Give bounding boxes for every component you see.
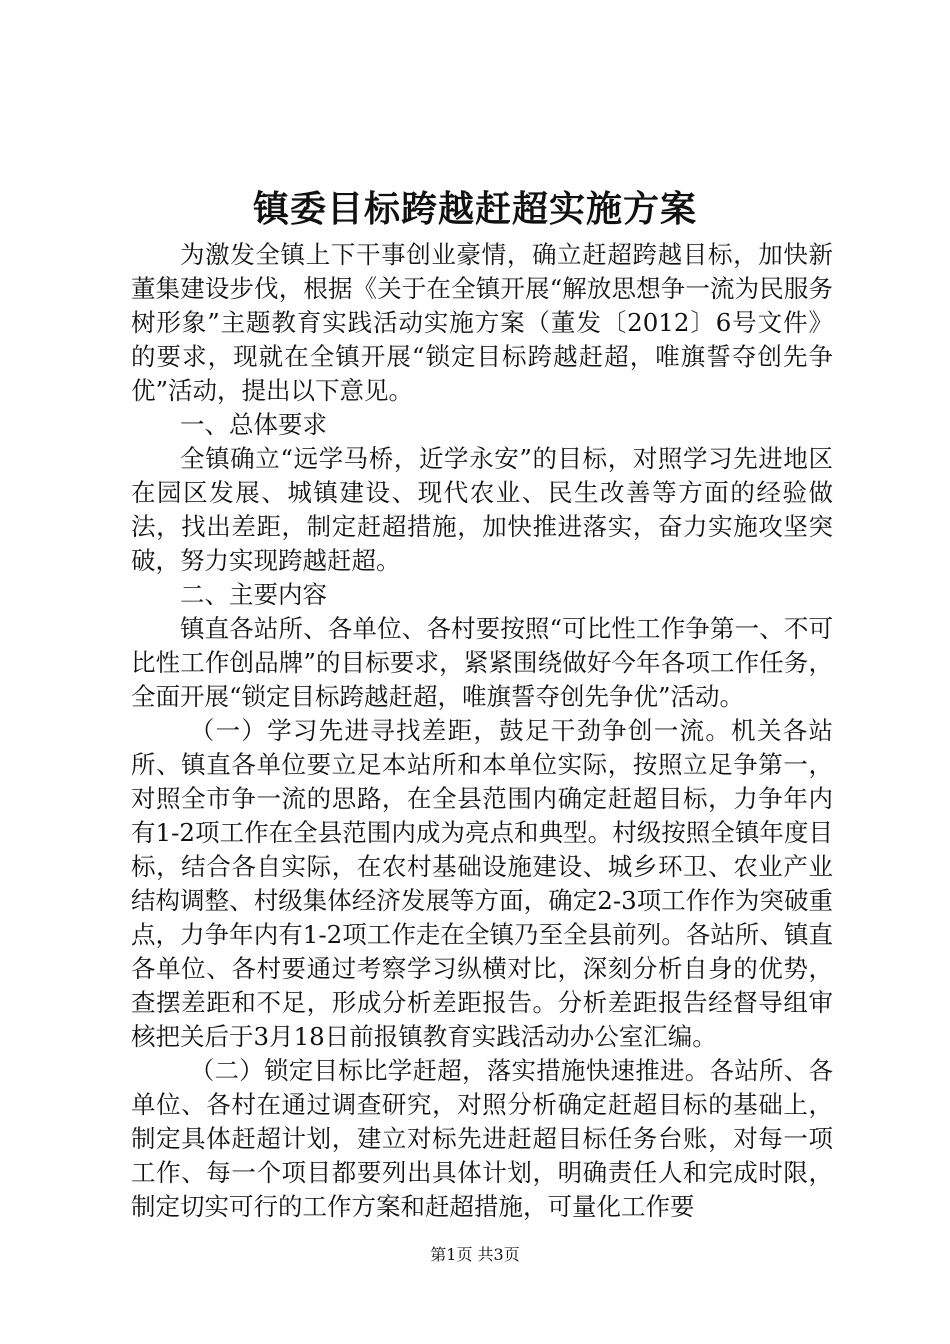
page-footer: 第1页 共3页	[430, 1245, 520, 1264]
document-title: 镇委目标跨越赶超实施方案	[252, 189, 697, 230]
subsection-one-paragraph: （一）学习先进寻找差距，鼓足干劲争创一流。机关各站所、镇直各单位要立足本站所和本单位实际，按照立足争第一，对照全市争一流的思路，在全县范围内确定赶超目标，力争年内有1-2项工作在全县范围内成为亮点和典型。村级按照全镇年度目标，结合各自实际，在农村基础设施建设、城乡环卫、农业产业结构调整、村级集体经济发展等方面，确定2-3项工作作为突破重点，力争年内有1-2项工作走在全镇乃至全县前列。各站所、镇直各单位、各村要通过考察学习纵横对比，深刻分析自身的优势，查摆差距和不足，形成分析差距报告。分析差距报告经督导组审核把关后于3月18日前报镇教育实践活动办公室汇编。	[131, 716, 833, 1051]
subsection-two-paragraph: （二）锁定目标比学赶超，落实措施快速推进。各站所、各单位、各村在通过调查研究，对照分析确定赶超目标的基础上，制定具体赶超计划，建立对标先进赶超目标任务台账，对每一项工作、每一个项目都要列出具体计划，明确责任人和完成时限，制定切实可行的工作方案和赶超措施，可量化工作要	[131, 1056, 833, 1221]
general-requirements-paragraph: 全镇确立“远学马桥，近学永安”的目标，对照学习先进地区在园区发展、城镇建设、现代农业、民生改善等方面的经验做法，找出差距，制定赶超措施，加快推进落实，奋力实施攻坚突破，努力实现跨越赶超。	[131, 444, 833, 575]
main-content-paragraph: 镇直各站所、各单位、各村要按照“可比性工作争第一、不可比性工作创品牌”的目标要求，紧紧围绕做好今年各项工作任务，全面开展“锁定目标跨越赶超，唯旗誓夺创先争优”活动。	[131, 614, 833, 711]
intro-paragraph: 为激发全镇上下干事创业豪情，确立赶超跨越目标，加快新董集建设步伐，根据《关于在全镇开展“解放思想争一流为民服务树形象”主题教育实践活动实施方案（董发〔2012〕6号文件》的要求，现就在全镇开展“锁定目标跨越赶超，唯旗誓夺创先争优”活动，提出以下意见。	[131, 240, 833, 405]
section-heading-general-requirements: 一、总体要求	[180, 410, 327, 439]
section-heading-main-content: 二、主要内容	[180, 580, 327, 609]
document-body	[131, 238, 833, 1224]
